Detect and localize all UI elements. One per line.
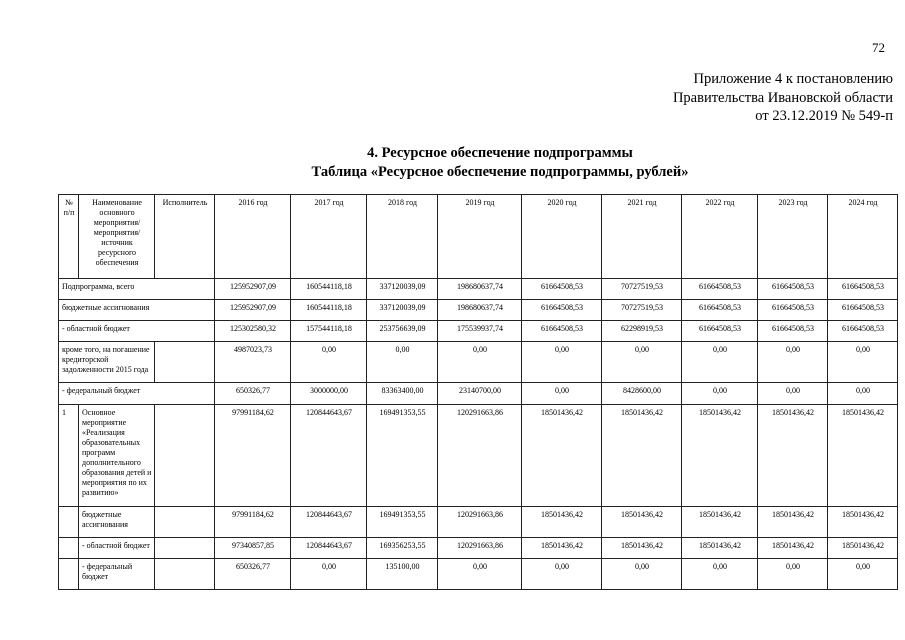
cell-value: 0,00 — [522, 383, 602, 405]
section-title: 4. Ресурсное обеспечение подпрограммы — [367, 145, 633, 161]
cell-value: 70727519,53 — [602, 300, 682, 321]
cell-value: 18501436,42 — [522, 538, 602, 559]
cell-value: 0,00 — [682, 559, 758, 590]
cell-value: 61664508,53 — [758, 321, 828, 342]
page-number: 72 — [872, 40, 885, 55]
cell-value: 337120039,09 — [367, 300, 438, 321]
cell-value: 125302580,32 — [215, 321, 291, 342]
header-year: 2017 год — [291, 195, 367, 279]
cell-value: 125952907,09 — [215, 279, 291, 300]
cell-value: 160544118,18 — [291, 300, 367, 321]
cell-executor — [155, 342, 215, 383]
cell-value: 337120039,09 — [367, 279, 438, 300]
cell-executor — [155, 507, 215, 538]
appendix-line-2: Правительства Ивановской области — [672, 89, 893, 106]
cell-value: 83363400,00 — [367, 383, 438, 405]
cell-value: 61664508,53 — [682, 321, 758, 342]
cell-value: 62298919,53 — [602, 321, 682, 342]
header-no: № п/п — [59, 195, 79, 279]
appendix-line-3: от 23.12.2019 № 549-п — [755, 108, 893, 124]
cell-value: 61664508,53 — [758, 279, 828, 300]
cell-value: 0,00 — [828, 342, 898, 383]
row-label: - областной бюджет — [59, 321, 215, 342]
cell-value: 61664508,53 — [522, 300, 602, 321]
table-row — [59, 300, 898, 321]
cell-value: 0,00 — [438, 342, 522, 383]
cell-value: 18501436,42 — [602, 507, 682, 538]
row-label: Основное мероприятие «Реализация образовательных программ дополнительного образования детей и мероприятия по их развитию» — [79, 405, 155, 507]
cell-value: 169356253,55 — [367, 538, 438, 559]
cell-value: 18501436,42 — [602, 405, 682, 507]
row-label: Подпрограмма, всего — [59, 279, 215, 300]
cell-value: 4987023,73 — [215, 342, 291, 383]
cell-value: 61664508,53 — [682, 300, 758, 321]
cell-value: 198680637,74 — [438, 279, 522, 300]
cell-value: 0,00 — [602, 559, 682, 590]
appendix-note — [673, 70, 893, 126]
row-label: - федеральный бюджет — [79, 559, 155, 590]
cell-value: 18501436,42 — [828, 507, 898, 538]
cell-value: 0,00 — [438, 559, 522, 590]
header-year: 2016 год — [215, 195, 291, 279]
cell-value: 0,00 — [522, 342, 602, 383]
table-row — [59, 507, 898, 538]
cell-value: 18501436,42 — [682, 405, 758, 507]
row-label: - областной бюджет — [79, 538, 155, 559]
table-row — [59, 279, 898, 300]
section-title-block — [0, 144, 905, 181]
cell-value: 61664508,53 — [828, 300, 898, 321]
header-executor: Исполнитель — [155, 195, 215, 279]
cell-value: 18501436,42 — [602, 538, 682, 559]
cell-value: 97991184,62 — [215, 507, 291, 538]
cell-value: 120291663,86 — [438, 405, 522, 507]
cell-value: 0,00 — [828, 383, 898, 405]
cell-value: 97340857,85 — [215, 538, 291, 559]
cell-value: 61664508,53 — [682, 279, 758, 300]
cell-value: 97991184,62 — [215, 405, 291, 507]
cell-value: 18501436,42 — [758, 538, 828, 559]
table-row — [59, 559, 898, 590]
cell-value: 18501436,42 — [758, 405, 828, 507]
cell-value: 61664508,53 — [522, 279, 602, 300]
cell-value: 120844643,67 — [291, 507, 367, 538]
cell-value: 0,00 — [367, 342, 438, 383]
appendix-line-1: Приложение 4 к постановлению — [693, 71, 893, 87]
cell-value: 18501436,42 — [682, 507, 758, 538]
table-row — [59, 342, 898, 383]
cell-value: 157544118,18 — [291, 321, 367, 342]
resource-table — [58, 194, 898, 590]
cell-value: 0,00 — [602, 342, 682, 383]
cell-value: 0,00 — [291, 342, 367, 383]
header-year: 2021 год — [602, 195, 682, 279]
row-index — [59, 538, 79, 559]
header-year: 2023 год — [758, 195, 828, 279]
cell-value: 135100,00 — [367, 559, 438, 590]
cell-value: 175539937,74 — [438, 321, 522, 342]
cell-value: 61664508,53 — [522, 321, 602, 342]
table-title: Таблица «Ресурсное обеспечение подпрограммы, рублей» — [311, 163, 689, 180]
header-row — [59, 195, 898, 279]
cell-value: 120291663,86 — [438, 538, 522, 559]
cell-value: 650326,77 — [215, 559, 291, 590]
cell-value: 125952907,09 — [215, 300, 291, 321]
header-year: 2019 год — [438, 195, 522, 279]
cell-value: 61664508,53 — [828, 321, 898, 342]
cell-value: 0,00 — [758, 383, 828, 405]
header-year: 2024 год — [828, 195, 898, 279]
cell-value: 650326,77 — [215, 383, 291, 405]
table-row — [59, 538, 898, 559]
cell-value: 23140700,00 — [438, 383, 522, 405]
cell-executor — [155, 559, 215, 590]
cell-value: 18501436,42 — [522, 405, 602, 507]
table-row — [59, 383, 898, 405]
table-row — [59, 405, 898, 507]
row-index — [59, 559, 79, 590]
cell-value: 169491353,55 — [367, 507, 438, 538]
row-label: бюджетные ассигнования — [59, 300, 215, 321]
cell-value: 0,00 — [522, 559, 602, 590]
row-index: 1 — [59, 405, 79, 507]
cell-value: 61664508,53 — [828, 279, 898, 300]
table-row — [59, 321, 898, 342]
header-year: 2018 год — [367, 195, 438, 279]
cell-value: 198680637,74 — [438, 300, 522, 321]
row-label: кроме того, на погашение кредиторской задолженности 2015 года — [59, 342, 155, 383]
cell-value: 8428600,00 — [602, 383, 682, 405]
cell-value: 253756639,09 — [367, 321, 438, 342]
cell-executor — [155, 405, 215, 507]
row-index — [59, 507, 79, 538]
cell-executor — [155, 538, 215, 559]
cell-value: 70727519,53 — [602, 279, 682, 300]
row-label: бюджетные ассигнования — [79, 507, 155, 538]
cell-value: 160544118,18 — [291, 279, 367, 300]
header-year: 2020 год — [522, 195, 602, 279]
cell-value: 0,00 — [682, 342, 758, 383]
cell-value: 0,00 — [291, 559, 367, 590]
cell-value: 169491353,55 — [367, 405, 438, 507]
cell-value: 120291663,86 — [438, 507, 522, 538]
cell-value: 3000000,00 — [291, 383, 367, 405]
row-label: - федеральный бюджет — [59, 383, 215, 405]
cell-value: 18501436,42 — [828, 405, 898, 507]
cell-value: 18501436,42 — [522, 507, 602, 538]
cell-value: 0,00 — [758, 559, 828, 590]
cell-value: 18501436,42 — [682, 538, 758, 559]
header-year: 2022 год — [682, 195, 758, 279]
cell-value: 18501436,42 — [828, 538, 898, 559]
cell-value: 61664508,53 — [758, 300, 828, 321]
cell-value: 120844643,67 — [291, 538, 367, 559]
cell-value: 18501436,42 — [758, 507, 828, 538]
cell-value: 120844643,67 — [291, 405, 367, 507]
cell-value: 0,00 — [828, 559, 898, 590]
cell-value: 0,00 — [758, 342, 828, 383]
cell-value: 0,00 — [682, 383, 758, 405]
header-name: Наименование основного мероприятия/ мероприятия/ источник ресурсного обеспечения — [79, 195, 155, 279]
